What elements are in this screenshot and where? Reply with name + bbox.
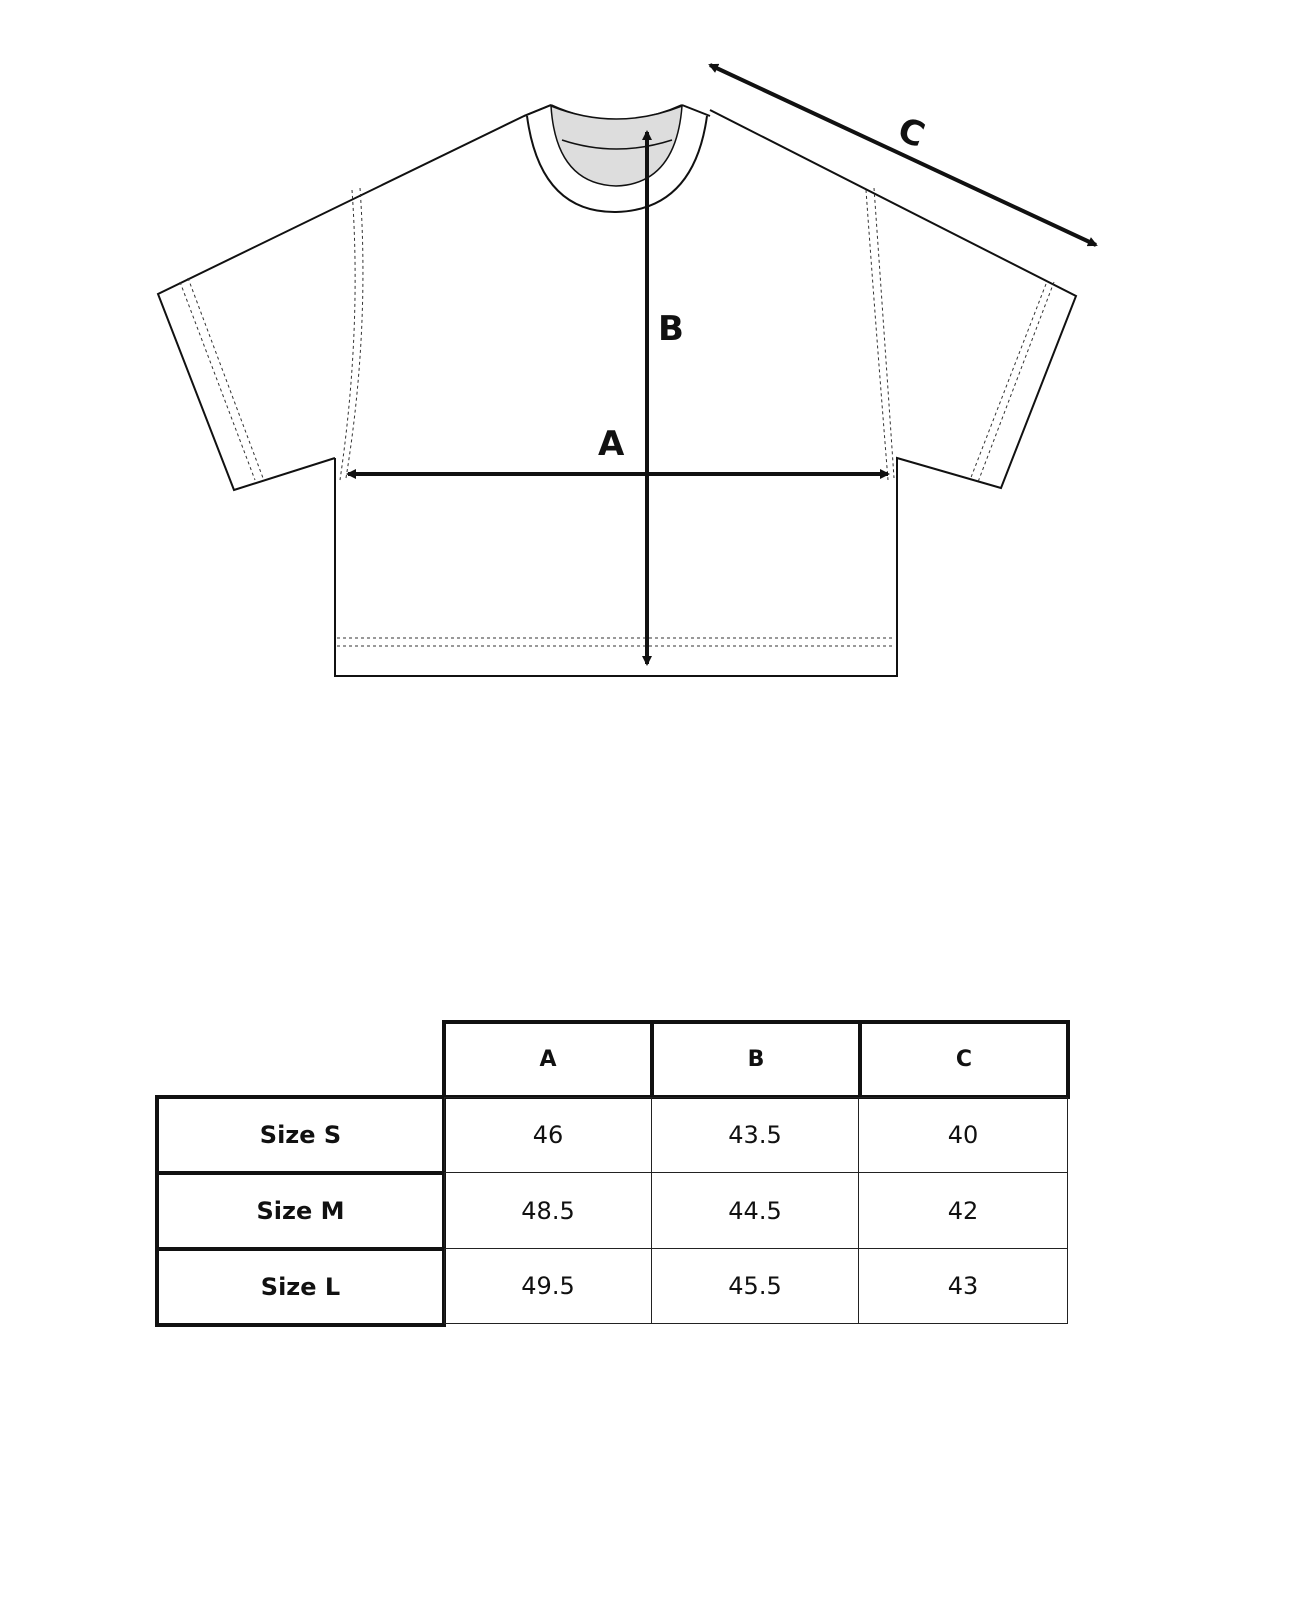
cell-l-b: 45.5 bbox=[651, 1248, 859, 1324]
cell-s-a: 46 bbox=[444, 1097, 652, 1173]
column-header-a: A bbox=[442, 1020, 654, 1099]
cell-s-b: 43.5 bbox=[651, 1097, 859, 1173]
cell-l-c: 43 bbox=[858, 1248, 1068, 1324]
tshirt-measurement-diagram bbox=[0, 0, 1290, 720]
label-b: B bbox=[658, 309, 684, 349]
cell-m-c: 42 bbox=[858, 1172, 1068, 1249]
row-header-size-s: Size S bbox=[155, 1095, 446, 1175]
collar-inner bbox=[551, 106, 682, 186]
label-c: C bbox=[892, 109, 930, 156]
row-header-size-m: Size M bbox=[155, 1171, 446, 1251]
stitching bbox=[180, 188, 1054, 646]
column-header-b: B bbox=[650, 1020, 862, 1099]
cell-m-b: 44.5 bbox=[651, 1172, 859, 1249]
cell-m-a: 48.5 bbox=[444, 1172, 652, 1249]
row-header-size-l: Size L bbox=[155, 1247, 446, 1327]
arrow-c bbox=[710, 65, 1096, 245]
shirt-outline bbox=[158, 105, 1076, 676]
column-header-c: C bbox=[858, 1020, 1070, 1099]
label-a: A bbox=[598, 424, 625, 464]
cell-s-c: 40 bbox=[858, 1097, 1068, 1173]
cell-l-a: 49.5 bbox=[444, 1248, 652, 1324]
